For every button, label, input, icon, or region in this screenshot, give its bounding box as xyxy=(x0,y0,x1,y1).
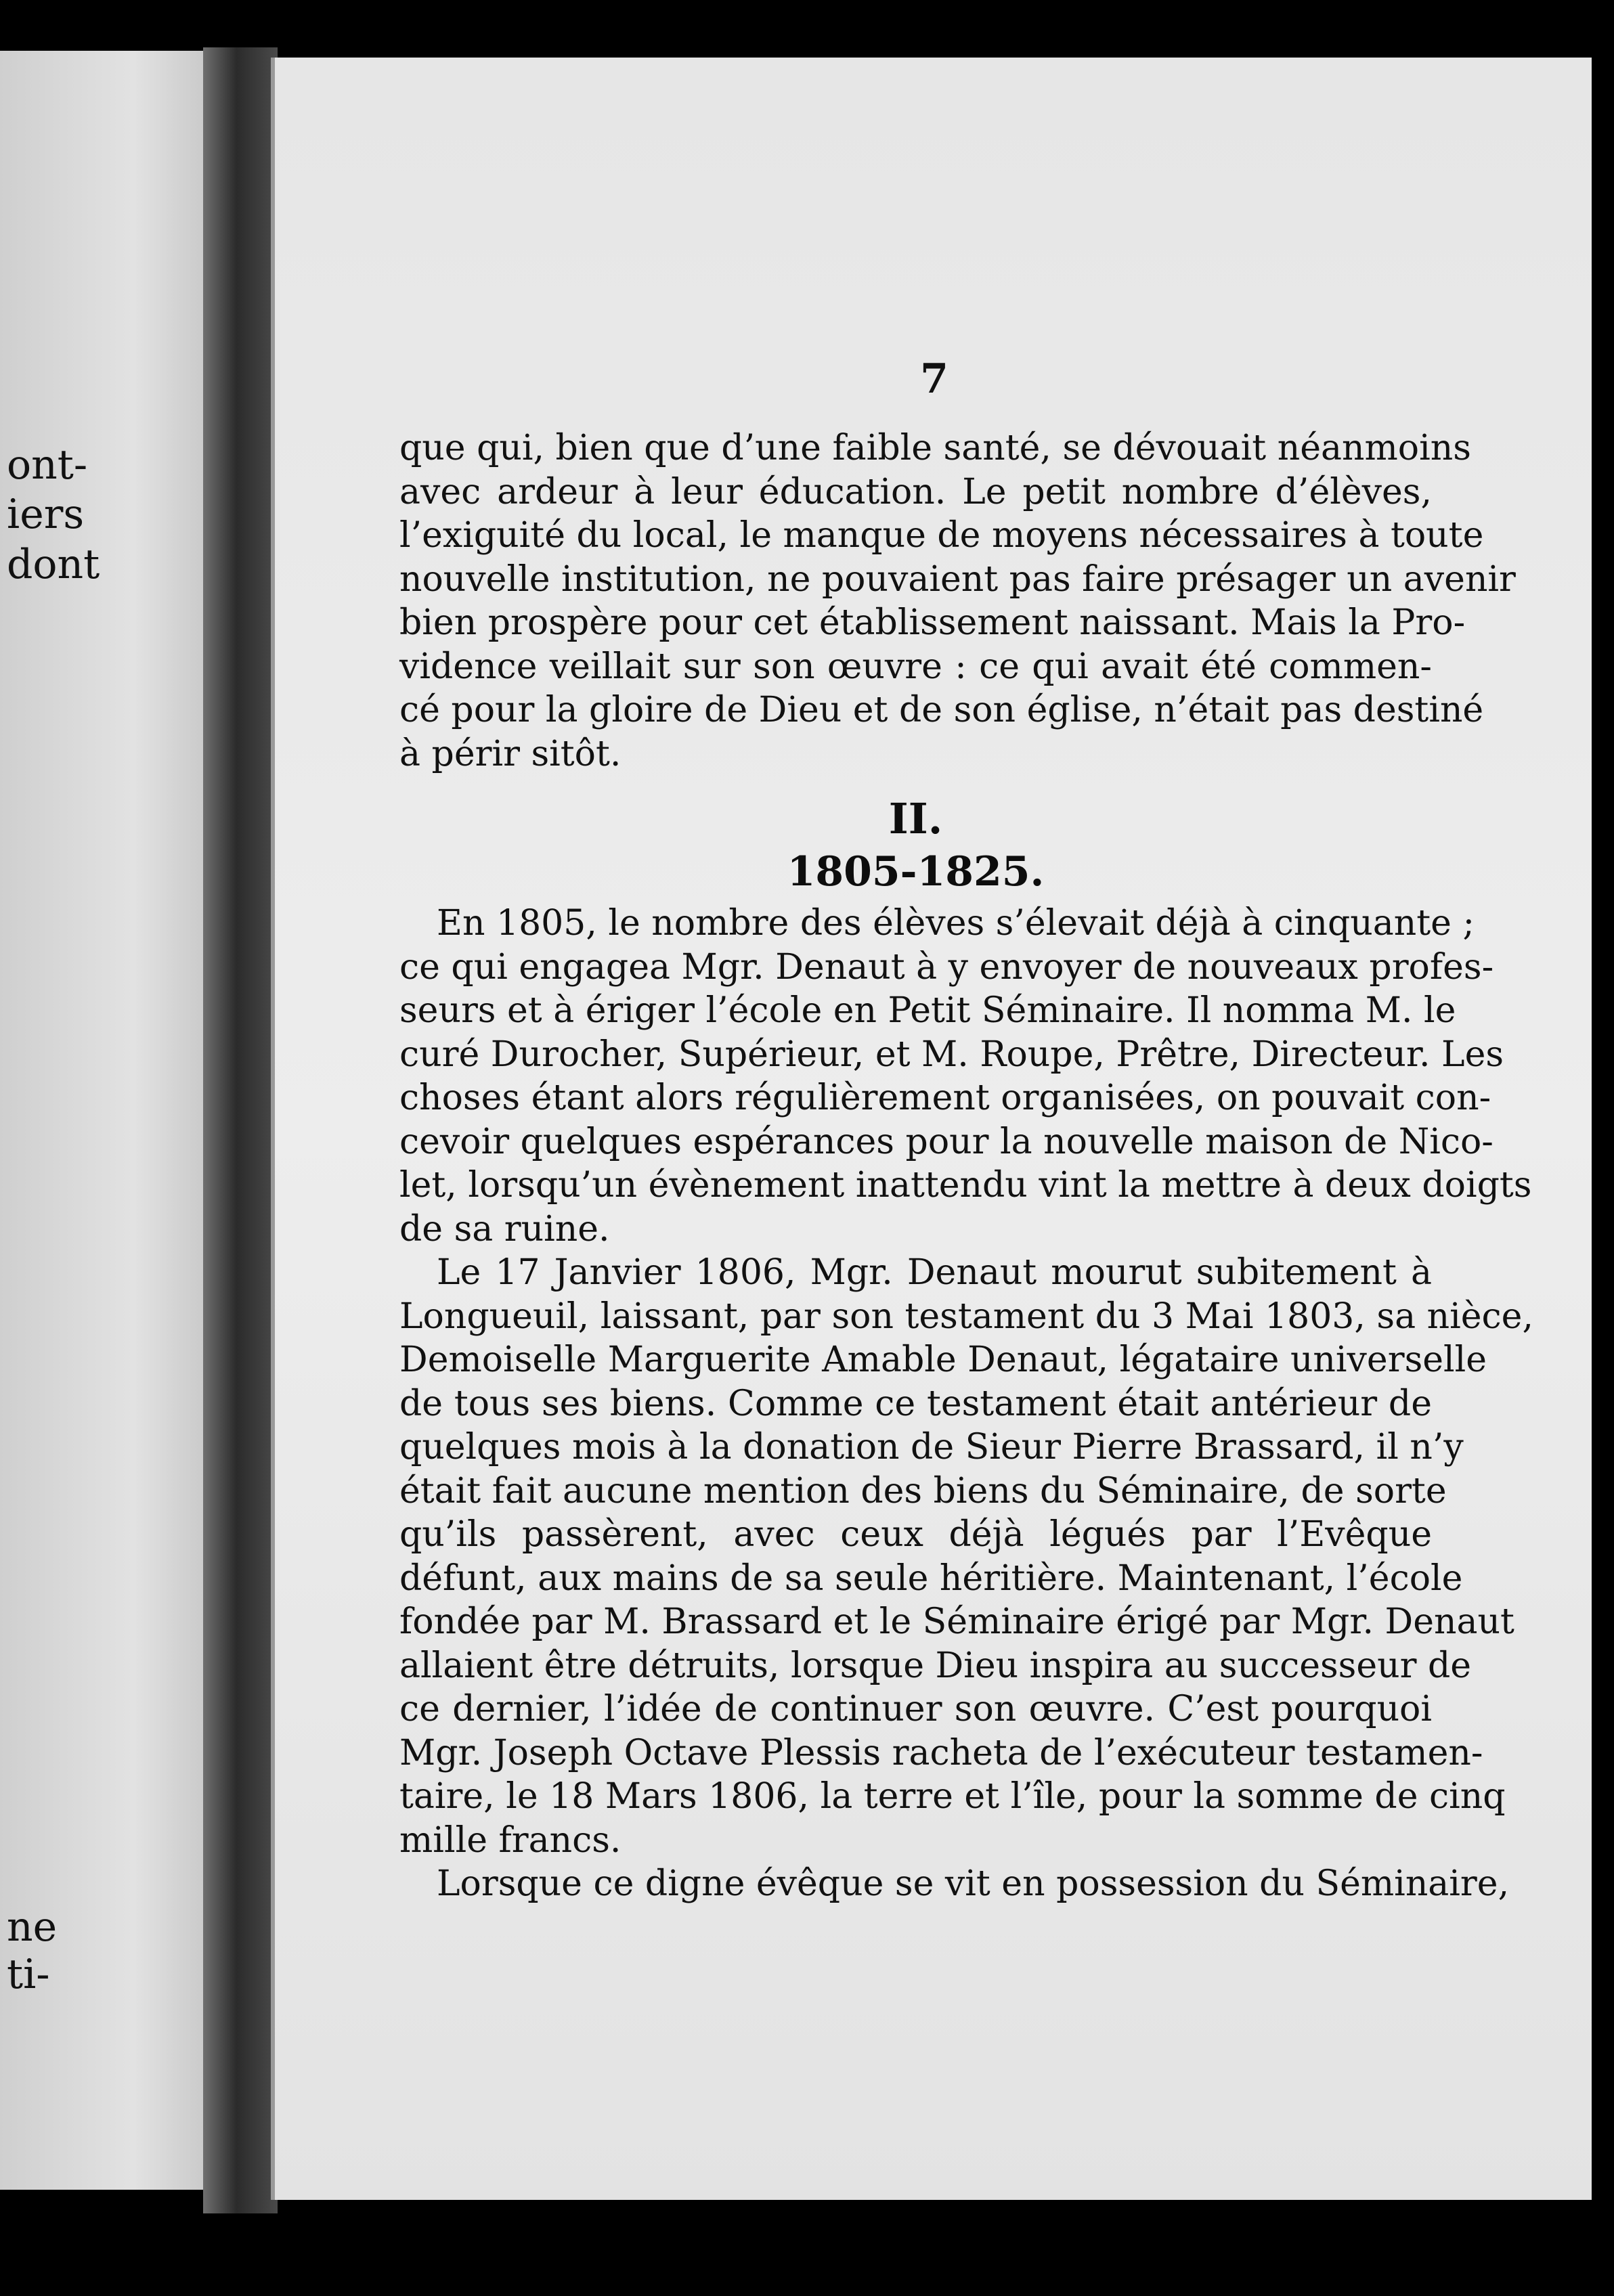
left-page-fragment: ne xyxy=(7,1903,58,1951)
text-line: l’exiguité du local, le manque de moyens nécessaires à toute xyxy=(399,515,1484,556)
text-line: ce qui engagea Mgr. Denaut à y envoyer de nouveaux profes- xyxy=(399,946,1494,988)
page-text xyxy=(399,426,1533,1906)
section-number: II. xyxy=(888,794,943,843)
text-line: curé Durocher, Supérieur, et M. Roupe, Prêtre, Directeur. Les xyxy=(399,1034,1504,1075)
text-line: de tous ses biens. Comme ce testament était antérieur de xyxy=(399,1383,1432,1424)
text-line: Le 17 Janvier 1806, Mgr. Denaut mourut subitement à xyxy=(437,1252,1432,1293)
text-line: était fait aucune mention des biens du Séminaire, de sorte xyxy=(399,1470,1447,1511)
text-line: Demoiselle Marguerite Amable Denaut, légataire universelle xyxy=(399,1340,1487,1380)
book-gutter xyxy=(203,47,278,2213)
text-line: de sa ruine. xyxy=(399,1208,610,1250)
text-line: à périr sitôt. xyxy=(399,733,621,774)
text-line: cé pour la gloire de Dieu et de son église, n’était pas destiné xyxy=(399,690,1484,730)
paragraph-1 xyxy=(399,426,1516,776)
text-line: nouvelle institution, ne pouvaient pas faire présager un avenir xyxy=(399,558,1516,600)
left-page-fragment: iers xyxy=(7,491,85,538)
text-line: En 1805, le nombre des élèves s’élevait déjà à cinquante ; xyxy=(437,903,1475,944)
text-line: qu’ils passèrent, avec ceux déjà légués par l’Evêque xyxy=(399,1514,1432,1555)
paragraph-3 xyxy=(399,1251,1533,1862)
text-line: cevoir quelques espérances pour la nouvelle maison de Nico- xyxy=(399,1121,1493,1162)
text-line: Longueuil, laissant, par son testament du 3 Mai 1803, sa nièce, xyxy=(399,1296,1533,1337)
text-line: allaient être détruits, lorsque Dieu inspira au successeur de xyxy=(399,1645,1472,1686)
left-page-fragment: ti- xyxy=(7,1951,50,1998)
page-number: 7 xyxy=(920,355,948,403)
section-years: 1805-1825. xyxy=(787,848,1045,896)
text-line: fondée par M. Brassard et le Séminaire érigé par Mgr. Denaut xyxy=(399,1602,1514,1642)
text-line: défunt, aux mains de sa seule héritière. Maintenant, l’école xyxy=(399,1558,1463,1599)
paragraph-2 xyxy=(399,902,1532,1251)
text-line: let, lorsqu’un évènement inattendu vint la mettre à deux doigts xyxy=(399,1165,1532,1206)
text-line: avec ardeur à leur éducation. Le petit nombre d’élèves, xyxy=(399,471,1432,512)
text-line: choses étant alors régulièrement organisées, on pouvait con- xyxy=(399,1078,1491,1118)
text-line: Mgr. Joseph Octave Plessis racheta de l’exécuteur testamen- xyxy=(399,1732,1483,1773)
paragraph-4 xyxy=(399,1862,1510,1906)
text-line: ce dernier, l’idée de continuer son œuvre. C’est pourquoi xyxy=(399,1689,1432,1729)
text-line: Lorsque ce digne évêque se vit en possession du Séminaire, xyxy=(437,1863,1510,1904)
text-line: mille francs. xyxy=(399,1819,621,1861)
left-page-fragment: ont- xyxy=(7,441,88,489)
left-page-fragment: dont xyxy=(7,541,100,588)
text-line: seurs et à ériger l’école en Petit Séminaire. Il nomma M. le xyxy=(399,990,1456,1031)
text-line: vidence veillait sur son œuvre : ce qui avait été commen- xyxy=(399,646,1432,687)
text-line: bien prospère pour cet établissement naissant. Mais la Pro- xyxy=(399,602,1466,643)
text-line: que qui, bien que d’une faible santé, se dévouait néanmoins xyxy=(399,428,1471,468)
text-line: taire, le 18 Mars 1806, la terre et l’île, pour la somme de cinq xyxy=(399,1776,1506,1817)
text-line: quelques mois à la donation de Sieur Pierre Brassard, il n’y xyxy=(399,1427,1464,1467)
